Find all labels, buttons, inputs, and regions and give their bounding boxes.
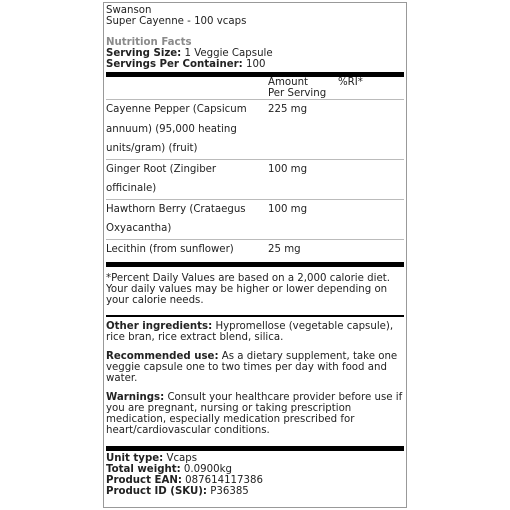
servings-per-container: Servings Per Container: 100	[106, 59, 266, 70]
other-ingredients: Other ingredients: Hypromellose (vegetable capsule), rice bran, rice extract blend, silica.	[106, 321, 394, 343]
product-info	[106, 453, 404, 497]
supplement-facts-panel	[103, 2, 407, 508]
col-ri: %RI*	[338, 77, 363, 88]
product-ean: Product EAN: 087614117386	[106, 475, 263, 486]
table-row: Ginger Root (Zingiber officinale) 100 mg	[106, 159, 404, 199]
warnings: Warnings: Consult your healthcare provider before use if you are pregnant, nursing or taking prescription medication, especially medication prescribed for heart/cardiovascular conditions.	[106, 392, 403, 436]
ingredient-table	[106, 77, 404, 259]
product-sku: Product ID (SKU): P36385	[106, 486, 249, 497]
unit-type: Unit type: Vcaps	[106, 453, 198, 464]
col-amount: Amount	[268, 77, 309, 88]
total-weight: Total weight: 0.0900kg	[106, 464, 232, 475]
table-header-row: Amount Per Serving %RI*	[106, 77, 404, 100]
serving-size: Serving Size: 1 Veggie Capsule	[106, 48, 273, 59]
daily-value-footnote: *Percent Daily Values are based on a 2,000 calorie diet. Your daily values may be higher or lower depending on your calorie needs.	[106, 273, 390, 306]
product-title: Super Cayenne - 100 vcaps	[106, 16, 247, 27]
brand-name: Swanson	[106, 5, 152, 16]
facts-title: Nutrition Facts	[106, 37, 192, 48]
table-row: Lecithin (from sunflower) 25 mg	[106, 239, 404, 259]
recommended-use: Recommended use: As a dietary supplement, take one veggie capsule one to two times per day with food and water.	[106, 351, 398, 384]
table-row: Cayenne Pepper (Capsicum annuum) (95,000 heating units/gram) (fruit) 225 mg	[106, 100, 404, 160]
table-row: Hawthorn Berry (Crataegus Oxyacantha) 100 mg	[106, 199, 404, 239]
